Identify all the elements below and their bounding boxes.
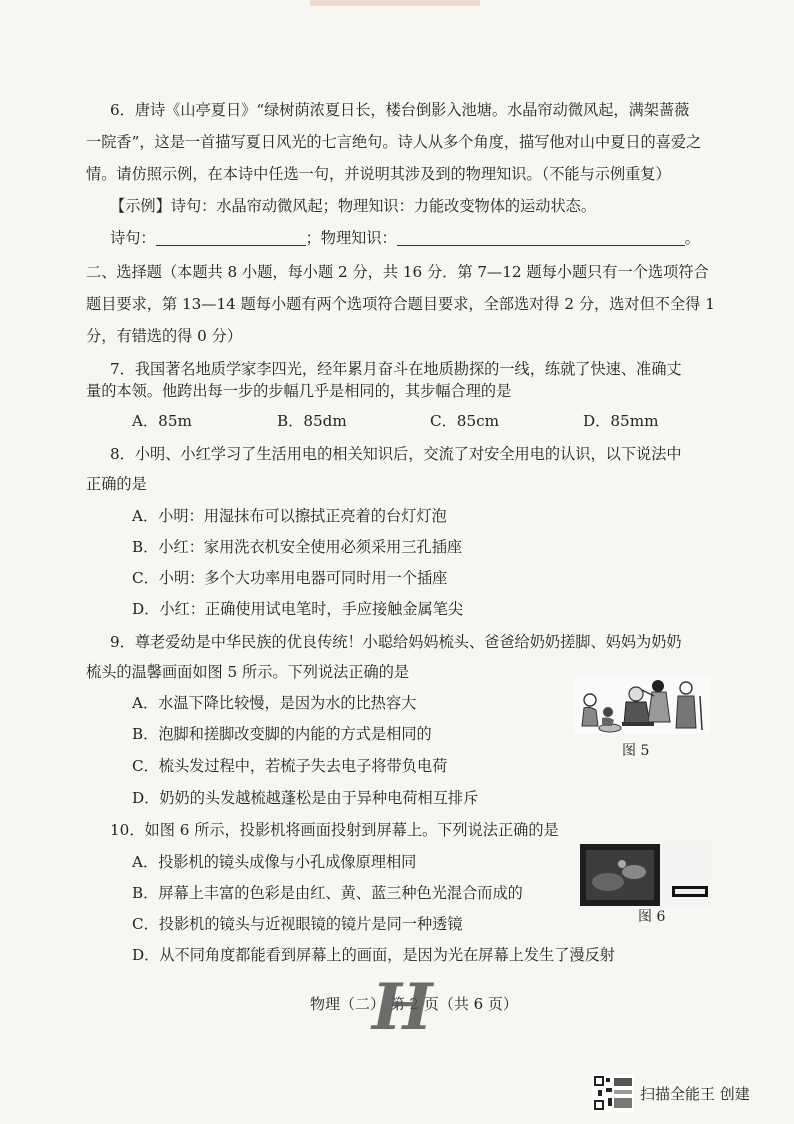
q6-example: 【示例】诗句：水晶帘动微风起；物理知识：力能改变物体的运动状态。 xyxy=(110,197,596,215)
q10-option-a[interactable]: A．投影机的镜头成像与小孔成像原理相同 xyxy=(132,853,417,871)
q7-line-1: 7．我国著名地质学家李四光，经年累月奋斗在地质勘探的一线，练就了快速、准确丈 xyxy=(110,360,682,378)
q9-line-1: 9．尊老爱幼是中华民族的优良传统！小聪给妈妈梳头、爸爸给奶奶搓脚、妈妈为奶奶 xyxy=(110,633,682,651)
q8-line-1: 8．小明、小红学习了生活用电的相关知识后，交流了对安全用电的认识，以下说法中 xyxy=(110,445,682,463)
q10-option-b[interactable]: B．屏幕上丰富的色彩是由红、黄、蓝三种色光混合而成的 xyxy=(132,884,523,902)
section2-line-1: 二、选择题（本题共 8 小题，每小题 2 分，共 16 分．第 7—12 题每小题只有一个选项符合 xyxy=(86,263,709,281)
q6-line-1: 6．唐诗《山亭夏日》“绿树荫浓夏日长，楼台倒影入池塘。水晶帘动微风起，满架蔷薇 xyxy=(110,101,690,119)
q9-option-b[interactable]: B．泡脚和搓脚改变脚的内能的方式是相同的 xyxy=(132,725,432,743)
poem-blank[interactable] xyxy=(156,229,306,246)
q7-options xyxy=(0,411,794,431)
poem-label: 诗句： xyxy=(110,229,156,247)
scan-artifact xyxy=(310,0,480,6)
q8-line-2: 正确的是 xyxy=(86,475,147,493)
q9-option-c[interactable]: C．梳头发过程中，若梳子失去电子将带负电荷 xyxy=(132,757,448,775)
figure-6-projector xyxy=(578,842,712,908)
q7-option-c[interactable]: C．85cm xyxy=(430,412,500,430)
q8-option-d[interactable]: D．小红：正确使用试电笔时，手应接触金属笔尖 xyxy=(132,600,464,618)
q7-line-2: 量的本领。他跨出每一步的步幅几乎是相同的，其步幅合理的是 xyxy=(86,382,512,400)
section2-line-2: 题目要求，第 13—14 题每小题有两个选项符合题目要求，全部选对得 2 分，选对但不全得 1 xyxy=(86,295,715,313)
q9-line-2: 梳头的温馨画面如图 5 所示。下列说法正确的是 xyxy=(86,663,410,681)
q9-option-d[interactable]: D．奶奶的头发越梳越蓬松是由于异种电荷相互排斥 xyxy=(132,789,479,807)
q9-option-a[interactable]: A．水温下降比较慢，是因为水的比热容大 xyxy=(132,694,417,712)
section2-line-3: 分，有错选的得 0 分） xyxy=(86,327,243,345)
q7-option-d[interactable]: D．85mm xyxy=(583,412,659,430)
scanner-brand-label: 扫描全能王 创建 xyxy=(640,1085,750,1103)
qr-code-icon xyxy=(592,1074,634,1112)
q6-line-3: 情。请仿照示例，在本诗中任选一句，并说明其涉及到的物理知识。（不能与示例重复） xyxy=(86,165,671,183)
watermark-logo: H xyxy=(372,970,433,1045)
figure-6-caption: 图 6 xyxy=(638,909,666,925)
q6-answer-row xyxy=(110,228,700,248)
q8-option-a[interactable]: A．小明：用湿抹布可以擦拭正亮着的台灯灯泡 xyxy=(132,507,447,525)
q8-option-b[interactable]: B．小红：家用洗衣机安全使用必须采用三孔插座 xyxy=(132,538,463,556)
q7-option-b[interactable]: B．85dm xyxy=(277,412,347,430)
page-footer: 物理（二） 第 2 页（共 6 页） xyxy=(310,995,518,1013)
answer-end: 。 xyxy=(684,229,700,247)
physics-blank[interactable] xyxy=(397,229,685,246)
figure-5-caption: 图 5 xyxy=(622,743,650,759)
q10-option-d[interactable]: D．从不同角度都能看到屏幕上的画面，是因为光在屏幕上发生了漫反射 xyxy=(132,946,615,964)
q8-option-c[interactable]: C．小明：多个大功率用电器可同时用一个插座 xyxy=(132,569,448,587)
q7-option-a[interactable]: A．85m xyxy=(132,412,192,430)
q10-line-1: 10．如图 6 所示，投影机将画面投射到屏幕上。下列说法正确的是 xyxy=(110,821,559,839)
figure-5-illustration xyxy=(574,676,710,734)
q10-option-c[interactable]: C．投影机的镜头与近视眼镜的镜片是同一种透镜 xyxy=(132,915,463,933)
q6-line-2: 一院香”，这是一首描写夏日风光的七言绝句。诗人从多个角度，描写他对山中夏日的喜爱之 xyxy=(86,133,702,151)
physics-label: ；物理知识： xyxy=(305,229,397,247)
